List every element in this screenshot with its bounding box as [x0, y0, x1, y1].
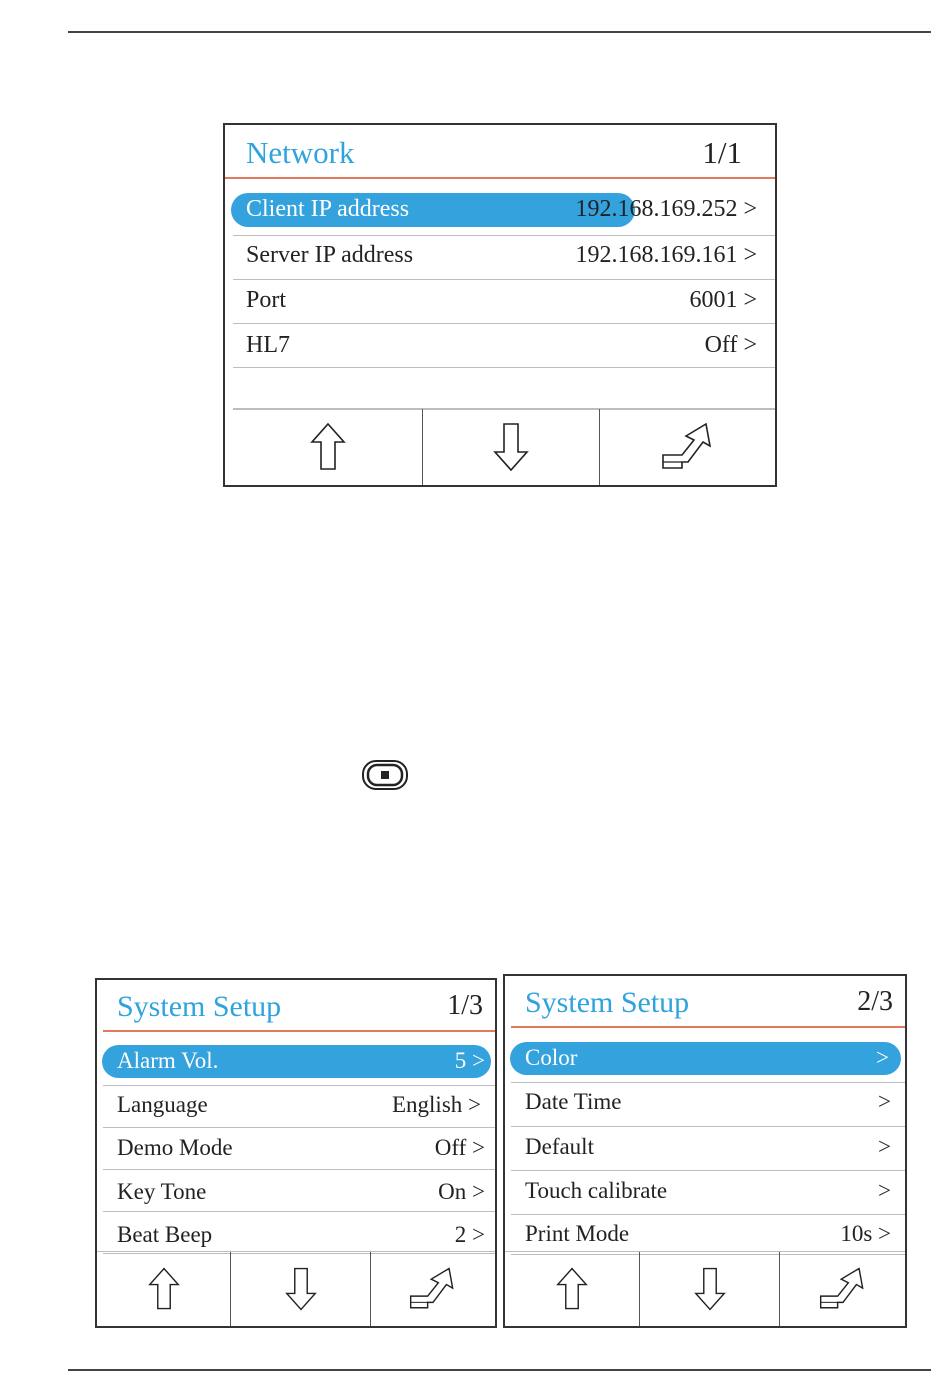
system-setup-1-title: System Setup [117, 990, 282, 1023]
stop-key-icon [361, 759, 409, 791]
top-rule [68, 31, 931, 33]
row-value: 10s > [840, 1221, 891, 1246]
up-arrow-icon [148, 1266, 180, 1312]
row-label: Beat Beep [117, 1222, 213, 1247]
setup1-row-language[interactable] [103, 1086, 495, 1128]
network-page-number: 1/1 [702, 135, 742, 170]
row-label: Language [117, 1092, 208, 1117]
row-label: Server IP address [246, 242, 414, 268]
setup2-row-default[interactable] [511, 1127, 905, 1171]
setup1-row-demo-mode[interactable] [103, 1128, 495, 1170]
network-row-server-ip[interactable] [233, 236, 775, 280]
row-label: HL7 [246, 332, 290, 358]
row-value: > [878, 1134, 891, 1159]
row-value: 192.168.169.252 > [575, 196, 757, 222]
row-value: > [878, 1089, 891, 1114]
system-setup-panel-2 [503, 974, 907, 1328]
return-arrow-icon [818, 1266, 868, 1312]
row-label: Demo Mode [117, 1135, 233, 1160]
up-button[interactable] [233, 409, 423, 485]
network-panel [223, 123, 777, 487]
system-setup-panel-1 [95, 978, 497, 1328]
setup2-button-bar [505, 1251, 905, 1326]
down-arrow-icon [493, 422, 529, 472]
row-label: Port [246, 287, 287, 313]
return-button[interactable] [780, 1252, 905, 1326]
down-arrow-icon [694, 1266, 726, 1312]
network-row-port[interactable] [233, 280, 775, 324]
network-button-bar [233, 408, 775, 485]
up-arrow-icon [556, 1266, 588, 1312]
row-value: 192.168.169.161 > [575, 242, 757, 268]
setup2-row-date-time[interactable] [511, 1083, 905, 1127]
setup2-row-touch-calibrate[interactable] [511, 1171, 905, 1215]
up-button[interactable] [97, 1252, 231, 1326]
row-label: Touch calibrate [525, 1178, 668, 1203]
row-value: English > [391, 1092, 481, 1117]
return-button[interactable] [371, 1252, 495, 1326]
down-button[interactable] [231, 1252, 371, 1326]
return-arrow-icon [660, 422, 716, 472]
network-title-bar [225, 125, 775, 179]
system-setup-2-title: System Setup [525, 986, 690, 1019]
system-setup-2-page-number: 2/3 [857, 986, 893, 1017]
down-button[interactable] [423, 409, 600, 485]
row-value: 6001 > [689, 287, 757, 313]
row-label: Alarm Vol. [117, 1048, 219, 1073]
row-value: > [878, 1178, 891, 1203]
up-arrow-icon [310, 422, 346, 472]
row-label: Print Mode [525, 1221, 630, 1246]
network-row-client-ip[interactable] [233, 190, 775, 236]
row-label: Color [525, 1045, 578, 1070]
network-row-empty [233, 368, 775, 410]
system-setup-1-title-bar [103, 980, 495, 1032]
row-label: Date Time [525, 1089, 622, 1114]
system-setup-2-title-bar [511, 976, 905, 1028]
setup1-row-key-tone[interactable] [103, 1170, 495, 1212]
row-label: Key Tone [117, 1179, 207, 1204]
setup1-row-alarm-vol[interactable] [103, 1042, 495, 1086]
bottom-rule [68, 1369, 931, 1371]
up-button[interactable] [505, 1252, 640, 1326]
setup2-row-color[interactable] [511, 1039, 905, 1083]
row-value: > [876, 1045, 889, 1070]
network-title: Network [246, 135, 355, 170]
down-arrow-icon [285, 1266, 317, 1312]
row-label: Client IP address [246, 196, 410, 222]
network-row-hl7[interactable] [233, 324, 775, 368]
setup2-row-print-mode[interactable] [511, 1215, 905, 1255]
return-arrow-icon [408, 1266, 458, 1312]
row-value: On > [438, 1179, 485, 1204]
setup1-button-bar [97, 1251, 495, 1326]
row-label: Default [525, 1134, 594, 1159]
setup1-row-beat-beep[interactable] [103, 1212, 495, 1254]
row-value: 2 > [454, 1222, 485, 1247]
row-value: Off > [704, 332, 757, 358]
row-value: 5 > [454, 1048, 485, 1073]
row-value: Off > [434, 1135, 485, 1160]
return-button[interactable] [600, 409, 775, 485]
system-setup-1-page-number: 1/3 [447, 990, 483, 1021]
down-button[interactable] [640, 1252, 780, 1326]
